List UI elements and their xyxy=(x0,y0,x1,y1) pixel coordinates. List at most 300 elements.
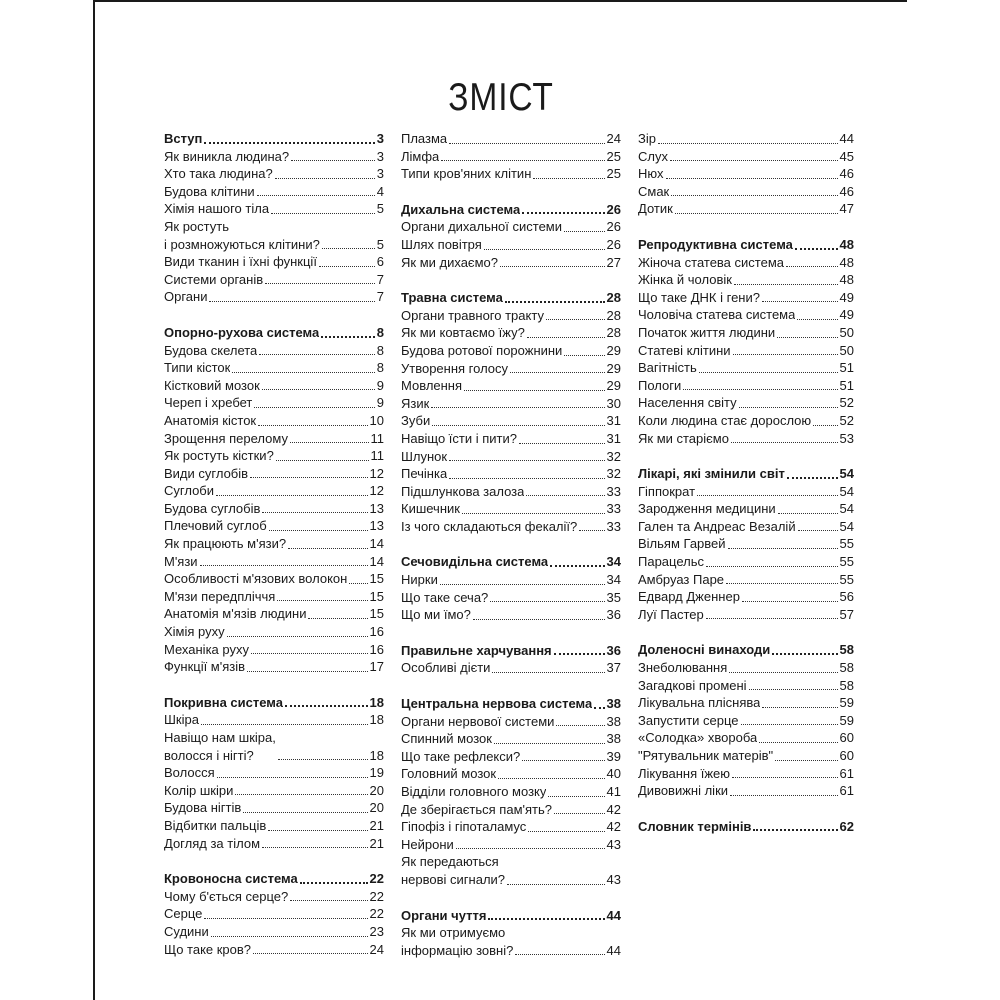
toc-entry xyxy=(164,658,384,676)
toc-entry xyxy=(638,571,854,589)
toc-section-heading xyxy=(164,870,384,888)
toc-entry-text: Із чого складаються фекалії? xyxy=(401,518,578,534)
toc-section xyxy=(638,130,854,218)
dot-leader xyxy=(729,672,837,673)
toc-entry xyxy=(638,659,854,677)
page-number: 22 xyxy=(369,871,384,887)
toc-entry xyxy=(164,465,384,483)
page-number: 59 xyxy=(839,712,854,728)
page-number: 16 xyxy=(369,641,384,657)
page-number: 18 xyxy=(369,712,384,728)
page-number: 61 xyxy=(839,765,854,781)
dot-leader xyxy=(671,195,837,196)
dot-leader xyxy=(556,725,604,726)
page-number: 18 xyxy=(369,694,384,710)
page-number: 59 xyxy=(839,695,854,711)
toc-entry-text: Лікувальна пліснява xyxy=(638,695,761,711)
dot-leader xyxy=(515,954,604,955)
toc-entry-text: Хімія нашого тіла xyxy=(164,201,270,217)
toc-column-1 xyxy=(164,130,384,976)
page-number: 7 xyxy=(376,289,384,305)
toc-entry-text: Особливості м'язових волокон xyxy=(164,571,348,587)
toc-entry-text: Коли людина стає дорослою xyxy=(638,412,812,428)
page-number: 13 xyxy=(369,518,384,534)
toc-heading-text: Лікарі, які змінили світ xyxy=(638,466,785,482)
toc-entry xyxy=(638,712,854,730)
toc-entry xyxy=(164,430,384,448)
toc-entry xyxy=(638,729,854,747)
toc-entry xyxy=(638,394,854,412)
page-number: 31 xyxy=(606,413,621,429)
toc-entry xyxy=(401,377,621,395)
dot-leader xyxy=(795,248,838,250)
dot-leader xyxy=(235,794,367,795)
toc-entry xyxy=(401,571,621,589)
page-number: 28 xyxy=(606,307,621,323)
page-number: 7 xyxy=(376,271,384,287)
toc-heading-text: Вступ xyxy=(164,131,203,146)
toc-column-3 xyxy=(638,130,854,853)
page-number: 44 xyxy=(606,907,621,923)
toc-entry-text: Слух xyxy=(638,148,668,164)
toc-entry-text: Плазма xyxy=(401,131,448,146)
toc-entry xyxy=(401,659,621,677)
toc-entry-text: Утворення голосу xyxy=(401,360,509,376)
dot-leader xyxy=(519,443,605,444)
toc-section xyxy=(164,324,384,676)
toc-entry xyxy=(638,782,854,800)
toc-entry xyxy=(638,165,854,183)
toc-entry xyxy=(164,729,384,764)
toc-entry-text: Чому б'ється серце? xyxy=(164,888,289,904)
toc-entry xyxy=(401,518,621,536)
page-number: 5 xyxy=(376,236,384,252)
dot-leader xyxy=(554,813,605,814)
dot-leader xyxy=(277,600,367,601)
dot-leader xyxy=(288,548,367,549)
page-number: 9 xyxy=(376,377,384,393)
toc-entry-text: Нюх xyxy=(638,166,664,182)
page-number: 38 xyxy=(606,731,621,747)
dot-leader xyxy=(209,301,374,302)
dot-leader xyxy=(275,178,375,179)
toc-entry-text: Пологи xyxy=(638,377,682,393)
toc-entry-text: Судини xyxy=(164,923,209,939)
toc-entry-text: Органи травного тракту xyxy=(401,307,544,323)
page-number: 30 xyxy=(606,395,621,411)
toc-section xyxy=(164,694,384,852)
dot-leader xyxy=(250,477,367,478)
toc-entry-text: Що таке кров? xyxy=(164,941,252,957)
dot-leader xyxy=(564,231,605,232)
dot-leader xyxy=(699,372,838,373)
toc-entry xyxy=(164,799,384,817)
toc-heading-text: Сечовидільна система xyxy=(401,554,549,570)
toc-entry-text: Лімфа xyxy=(401,148,440,164)
toc-entry-text: Як передаються нервові сигнали? xyxy=(401,854,506,887)
page-number: 20 xyxy=(369,782,384,798)
page-number: 14 xyxy=(369,553,384,569)
toc-entry xyxy=(164,447,384,465)
page-number: 55 xyxy=(839,554,854,570)
page-number: 29 xyxy=(606,342,621,358)
page-number: 45 xyxy=(839,148,854,164)
page-number: 9 xyxy=(376,395,384,411)
page-number: 44 xyxy=(839,131,854,146)
toc-entry-text: Дотик xyxy=(638,201,673,217)
toc-entry xyxy=(638,553,854,571)
dot-leader xyxy=(251,653,368,654)
page-number: 46 xyxy=(839,166,854,182)
dot-leader xyxy=(211,936,368,937)
dot-leader xyxy=(813,425,837,426)
dot-leader xyxy=(731,442,838,443)
page-number: 17 xyxy=(369,659,384,675)
toc-entry-text: Особливі дієти xyxy=(401,660,491,676)
toc-heading-text: Покривна система xyxy=(164,694,283,710)
page-number: 6 xyxy=(376,254,384,270)
toc-entry xyxy=(164,482,384,500)
toc-entry-text: Шлях повітря xyxy=(401,236,482,252)
toc-entry xyxy=(638,324,854,342)
dot-leader xyxy=(232,372,374,373)
toc-entry xyxy=(638,430,854,448)
dot-leader xyxy=(290,900,367,901)
dot-leader xyxy=(494,743,605,744)
dot-leader xyxy=(528,831,604,832)
toc-entry-text: Види тканин і їхні функції xyxy=(164,254,317,270)
toc-entry xyxy=(164,183,384,201)
dot-leader xyxy=(488,918,604,920)
toc-entry xyxy=(401,500,621,518)
toc-entry xyxy=(638,606,854,624)
toc-entry xyxy=(638,747,854,765)
toc-entry-text: Анатомія кісток xyxy=(164,412,257,428)
toc-heading-text: Доленосні винаходи xyxy=(638,642,771,658)
toc-entry xyxy=(638,535,854,553)
dot-leader xyxy=(456,848,605,849)
page-number: 15 xyxy=(369,606,384,622)
toc-section xyxy=(638,465,854,623)
toc-section xyxy=(164,870,384,958)
page-number: 27 xyxy=(606,254,621,270)
page-number: 58 xyxy=(839,677,854,693)
toc-entry xyxy=(164,782,384,800)
toc-entry-text: Органи нервової системи xyxy=(401,713,555,729)
page-number: 44 xyxy=(606,942,621,958)
page-number: 24 xyxy=(369,941,384,957)
toc-entry xyxy=(638,200,854,218)
toc-entry xyxy=(401,148,621,166)
page-number: 14 xyxy=(369,536,384,552)
toc-entry xyxy=(401,801,621,819)
toc-entry-text: Підшлункова залоза xyxy=(401,483,525,499)
toc-entry xyxy=(164,623,384,641)
toc-section xyxy=(401,130,621,183)
toc-entry-text: Смак xyxy=(638,183,670,199)
page-number: 36 xyxy=(606,607,621,623)
toc-entry xyxy=(638,359,854,377)
dot-leader xyxy=(492,672,604,673)
page-number: 3 xyxy=(376,148,384,164)
dot-leader xyxy=(732,777,837,778)
page-number: 28 xyxy=(606,325,621,341)
dot-leader xyxy=(798,530,838,531)
page-number: 22 xyxy=(369,888,384,904)
page-number: 33 xyxy=(606,518,621,534)
toc-section-heading xyxy=(401,642,621,660)
toc-entry xyxy=(638,588,854,606)
toc-entry xyxy=(638,306,854,324)
dot-leader xyxy=(706,566,838,567)
toc-section xyxy=(638,641,854,799)
toc-section xyxy=(401,642,621,677)
dot-leader xyxy=(739,407,838,408)
page-number: 22 xyxy=(369,906,384,922)
toc-heading-text: Центральна нервова система xyxy=(401,696,593,712)
toc-entry xyxy=(164,553,384,571)
toc-entry-text: Колір шкіри xyxy=(164,782,234,798)
toc-entry xyxy=(164,200,384,218)
toc-entry xyxy=(164,888,384,906)
dot-leader xyxy=(522,212,604,214)
page-number: 12 xyxy=(369,483,384,499)
dot-leader xyxy=(276,460,369,461)
page-number: 15 xyxy=(369,571,384,587)
dot-leader xyxy=(268,830,367,831)
page-number: 8 xyxy=(376,324,384,340)
toc-entry xyxy=(401,448,621,466)
page-number: 25 xyxy=(606,166,621,182)
dot-leader xyxy=(291,160,375,161)
page-number: 18 xyxy=(369,747,384,763)
toc-section xyxy=(401,553,621,623)
toc-heading-text: Травна система xyxy=(401,290,503,306)
toc-entry-text: Лікування їжею xyxy=(638,765,731,781)
dot-leader xyxy=(749,689,838,690)
dot-leader xyxy=(278,759,368,760)
toc-entry-text: Де зберігається пам'ять? xyxy=(401,801,552,817)
toc-entry-text: Жіноча статева система xyxy=(638,254,784,270)
page-number: 50 xyxy=(839,324,854,340)
dot-leader xyxy=(759,742,837,743)
dot-leader xyxy=(554,653,605,655)
page-number: 39 xyxy=(606,748,621,764)
dot-leader xyxy=(484,249,605,250)
toc-entry xyxy=(401,236,621,254)
dot-leader xyxy=(258,425,367,426)
toc-section xyxy=(401,201,621,271)
page-number: 49 xyxy=(839,289,854,305)
toc-entry-text: Початок життя людини xyxy=(638,324,776,340)
page-number: 19 xyxy=(369,765,384,781)
page-number: 3 xyxy=(376,166,384,182)
toc-section xyxy=(164,130,384,306)
toc-entry xyxy=(638,377,854,395)
page-number: 35 xyxy=(606,589,621,605)
dot-leader xyxy=(772,653,837,655)
toc-entry-text: Будова скелета xyxy=(164,342,258,358)
toc-entry-text: Шлунок xyxy=(401,448,448,464)
dot-leader xyxy=(432,425,604,426)
dot-leader xyxy=(498,778,604,779)
page-number: 48 xyxy=(839,254,854,270)
toc-section-heading xyxy=(401,553,621,571)
toc-entry-text: Луї Пастер xyxy=(638,606,704,622)
dot-leader xyxy=(440,584,605,585)
page-number: 8 xyxy=(376,342,384,358)
page-number: 42 xyxy=(606,819,621,835)
page-number: 56 xyxy=(839,589,854,605)
toc-entry xyxy=(164,288,384,306)
dot-leader xyxy=(706,618,838,619)
dot-leader xyxy=(762,301,838,302)
toc-entry-text: Як ми дихаємо? xyxy=(401,254,498,270)
toc-entry xyxy=(401,783,621,801)
toc-entry xyxy=(401,853,621,888)
toc-section-heading xyxy=(164,130,384,148)
page-number: 10 xyxy=(369,412,384,428)
page-number: 11 xyxy=(370,430,384,446)
toc-entry xyxy=(401,307,621,325)
page-number: 52 xyxy=(839,412,854,428)
page-number: 34 xyxy=(606,572,621,588)
dot-leader xyxy=(464,390,605,391)
toc-section-heading xyxy=(638,236,854,254)
toc-entry xyxy=(638,148,854,166)
page-number: 33 xyxy=(606,483,621,499)
toc-section xyxy=(638,818,854,836)
dot-leader xyxy=(265,283,375,284)
page-number: 47 xyxy=(839,201,854,217)
toc-entry xyxy=(401,818,621,836)
toc-entry-text: Язик xyxy=(401,395,430,411)
toc-entry xyxy=(401,924,621,959)
page-number: 48 xyxy=(839,236,854,252)
toc-entry xyxy=(401,465,621,483)
toc-entry-text: Будова суглобів xyxy=(164,500,261,516)
dot-leader xyxy=(670,160,838,161)
dot-leader xyxy=(253,953,368,954)
toc-entry-text: Плечовий суглоб xyxy=(164,518,267,534)
toc-entry-text: Будова ротової порожнини xyxy=(401,342,563,358)
toc-entry-text: "Рятувальник матерів" xyxy=(638,748,774,763)
toc-entry-text: Головний мозок xyxy=(401,766,497,782)
page-number: 55 xyxy=(839,571,854,587)
toc-entry xyxy=(401,430,621,448)
toc-entry-text: Хто така людина? xyxy=(164,166,273,182)
dot-leader xyxy=(734,284,838,285)
toc-heading-text: Словник термінів xyxy=(638,818,752,834)
toc-entry-text: Вільям Гарвей xyxy=(638,536,726,552)
page-number: 21 xyxy=(369,835,384,851)
toc-entry xyxy=(638,483,854,501)
page-number: 5 xyxy=(376,201,384,217)
dot-leader xyxy=(271,213,375,214)
page-number: 42 xyxy=(606,801,621,817)
toc-section-heading xyxy=(401,695,621,713)
page-number: 54 xyxy=(839,518,854,534)
toc-entry-text: Зрощення перелому xyxy=(164,430,288,446)
page-number: 53 xyxy=(839,430,854,446)
page-number: 43 xyxy=(606,836,621,852)
dot-leader xyxy=(290,442,369,443)
toc-entry xyxy=(638,412,854,430)
page-number: 58 xyxy=(839,642,854,658)
book-page xyxy=(93,0,907,1000)
dot-leader xyxy=(262,847,368,848)
toc-entry-text: Що таке сеча? xyxy=(401,589,489,605)
dot-leader xyxy=(349,583,367,584)
dot-leader xyxy=(548,796,604,797)
toc-entry-text: Загадкові промені xyxy=(638,677,747,693)
toc-section-heading xyxy=(401,201,621,219)
dot-leader xyxy=(550,565,604,567)
page-number: 40 xyxy=(606,766,621,782)
toc-entry xyxy=(164,588,384,606)
toc-entry xyxy=(401,254,621,272)
toc-entry-text: Типи кісток xyxy=(164,360,231,376)
toc-entry-text: М'язи xyxy=(164,553,198,569)
dot-leader xyxy=(285,705,368,707)
dot-leader xyxy=(217,777,368,778)
dot-leader xyxy=(786,266,838,267)
page-number: 60 xyxy=(839,730,854,746)
toc-entry-text: Населення світу xyxy=(638,395,737,411)
page-number: 37 xyxy=(606,660,621,676)
toc-entry xyxy=(164,148,384,166)
dot-leader xyxy=(728,548,838,549)
dot-leader xyxy=(216,495,368,496)
page-number: 43 xyxy=(606,871,621,887)
toc-entry-text: Парацельс xyxy=(638,554,704,570)
dot-leader xyxy=(683,389,837,390)
dot-leader xyxy=(787,477,838,479)
dot-leader xyxy=(507,884,605,885)
page-number: 20 xyxy=(369,800,384,816)
dot-leader xyxy=(262,389,375,390)
toc-entry xyxy=(638,500,854,518)
toc-entry xyxy=(164,941,384,959)
toc-entry xyxy=(638,694,854,712)
toc-column-2 xyxy=(401,130,621,977)
toc-entry xyxy=(638,765,854,783)
toc-entry-text: Що таке ДНК і гени? xyxy=(638,289,760,305)
dot-leader xyxy=(726,583,837,584)
toc-entry xyxy=(401,483,621,501)
toc-entry xyxy=(164,711,384,729)
toc-entry xyxy=(638,254,854,272)
page-number: 24 xyxy=(606,131,621,146)
dot-leader xyxy=(564,355,604,356)
toc-entry xyxy=(401,395,621,413)
toc-entry-text: М'язи передпліччя xyxy=(164,588,276,604)
toc-entry xyxy=(401,765,621,783)
page-number: 12 xyxy=(369,465,384,481)
dot-leader xyxy=(201,724,368,725)
toc-entry-text: Відбитки пальців xyxy=(164,817,267,833)
page-number: 54 xyxy=(839,501,854,517)
toc-entry xyxy=(164,359,384,377)
toc-section-heading xyxy=(401,289,621,307)
page-number: 23 xyxy=(369,923,384,939)
toc-entry xyxy=(164,342,384,360)
dot-leader xyxy=(666,178,838,179)
page-number: 32 xyxy=(606,466,621,482)
toc-entry-text: Навіщо нам шкіра, волосся і нігті? xyxy=(164,730,276,763)
page-number: 21 xyxy=(369,817,384,833)
toc-section xyxy=(401,289,621,535)
